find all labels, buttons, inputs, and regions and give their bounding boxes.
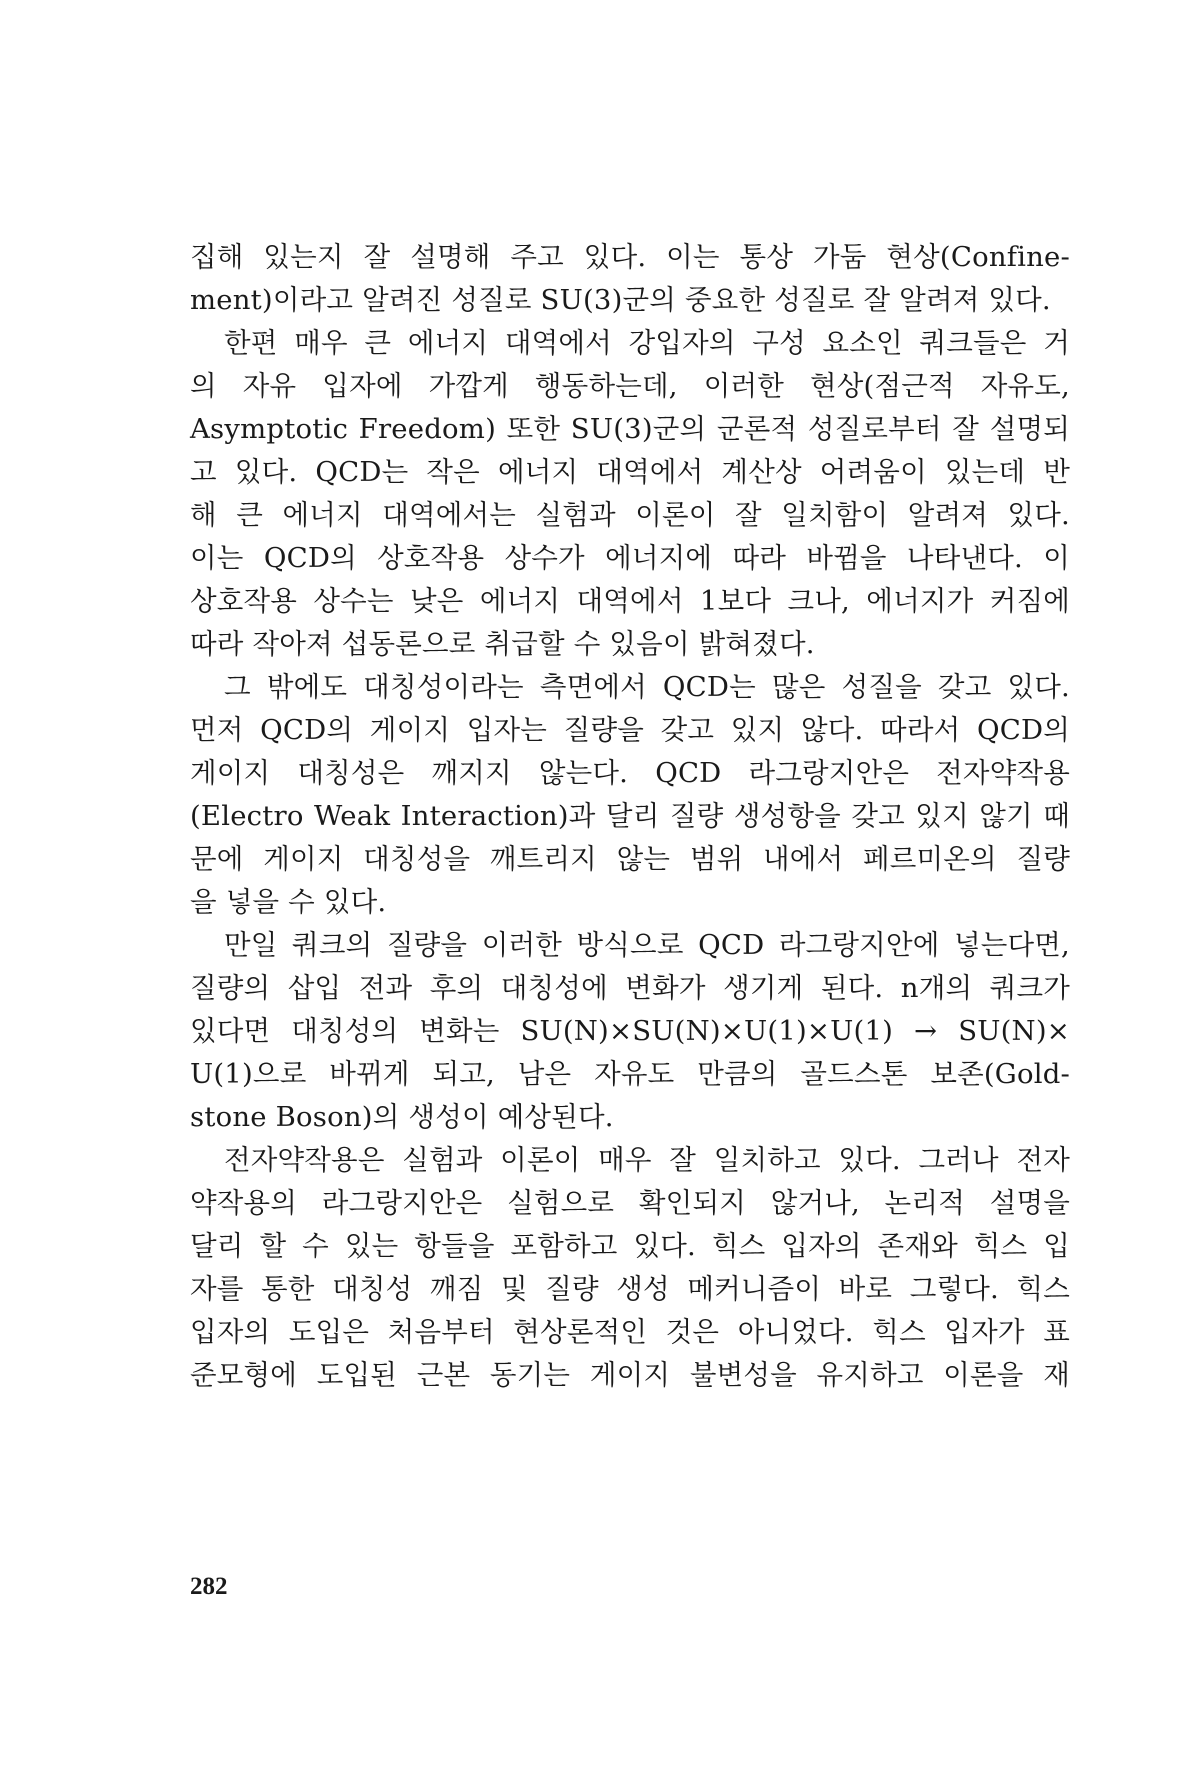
paragraph-start-line: 전자약작용은 실험과 이론이 매우 잘 일치하고 있다. 그러나 전자: [224, 1144, 1070, 1176]
text-line: 고 있다. QCD는 작은 에너지 대역에서 계산상 어려움이 있는데 반: [190, 456, 1070, 488]
text-line: (Electro Weak Interaction)과 달리 질량 생성항을 갖고 있지 않기 때: [190, 800, 1070, 832]
text-line: 문에 게이지 대칭성을 깨트리지 않는 범위 내에서 페르미온의 질량: [190, 843, 1070, 875]
text-line: stone Boson)의 생성이 예상된다.: [190, 1101, 614, 1133]
text-line: 이는 QCD의 상호작용 상수가 에너지에 따라 바뀜을 나타낸다. 이: [190, 542, 1070, 574]
text-line: 을 넣을 수 있다.: [190, 886, 387, 918]
paragraph-start-line: 한편 매우 큰 에너지 대역에서 강입자의 구성 요소인 쿼크들은 거: [224, 327, 1070, 359]
text-line: 해 큰 에너지 대역에서는 실험과 이론이 잘 일치함이 알려져 있다.: [190, 499, 1070, 531]
text-line: 자를 통한 대칭성 깨짐 및 질량 생성 메커니즘이 바로 그렇다. 힉스: [190, 1273, 1070, 1305]
text-line: 입자의 도입은 처음부터 현상론적인 것은 아니었다. 힉스 입자가 표: [190, 1316, 1070, 1348]
text-line: 집해 있는지 잘 설명해 주고 있다. 이는 통상 가둠 현상(Confine-: [190, 241, 1070, 273]
paragraph-start-line: 만일 쿼크의 질량을 이러한 방식으로 QCD 라그랑지안에 넣는다면,: [224, 929, 1070, 961]
text-line: 먼저 QCD의 게이지 입자는 질량을 갖고 있지 않다. 따라서 QCD의: [190, 714, 1070, 746]
page-number: 282: [190, 1573, 228, 1600]
text-line: 질량의 삽입 전과 후의 대칭성에 변화가 생기게 된다. n개의 쿼크가: [190, 972, 1070, 1004]
paragraph-start-line: 그 밖에도 대칭성이라는 측면에서 QCD는 많은 성질을 갖고 있다.: [224, 671, 1070, 703]
text-line: 게이지 대칭성은 깨지지 않는다. QCD 라그랑지안은 전자약작용: [190, 757, 1070, 789]
body-text: [190, 236, 1070, 1397]
text-line: 약작용의 라그랑지안은 실험으로 확인되지 않거나, 논리적 설명을: [190, 1187, 1070, 1219]
text-line: 의 자유 입자에 가깝게 행동하는데, 이러한 현상(점근적 자유도,: [190, 370, 1070, 402]
text-line: 따라 작아져 섭동론으로 취급할 수 있음이 밝혀졌다.: [190, 628, 815, 660]
text-line: 준모형에 도입된 근본 동기는 게이지 불변성을 유지하고 이론을 재: [190, 1359, 1070, 1391]
text-line: 있다면 대칭성의 변화는 SU(N)×SU(N)×U(1)×U(1) → SU(N)×: [190, 1015, 1070, 1047]
text-line: ment)이라고 알려진 성질로 SU(3)군의 중요한 성질로 잘 알려져 있다.: [190, 284, 1051, 316]
text-line: Asymptotic Freedom) 또한 SU(3)군의 군론적 성질로부터 잘 설명되: [190, 413, 1070, 445]
text-line: 상호작용 상수는 낮은 에너지 대역에서 1보다 크나, 에너지가 커짐에: [190, 585, 1070, 617]
text-line: 달리 할 수 있는 항들을 포함하고 있다. 힉스 입자의 존재와 힉스 입: [190, 1230, 1070, 1262]
text-line: U(1)으로 바뀌게 되고, 남은 자유도 만큼의 골드스톤 보존(Gold-: [190, 1058, 1070, 1090]
